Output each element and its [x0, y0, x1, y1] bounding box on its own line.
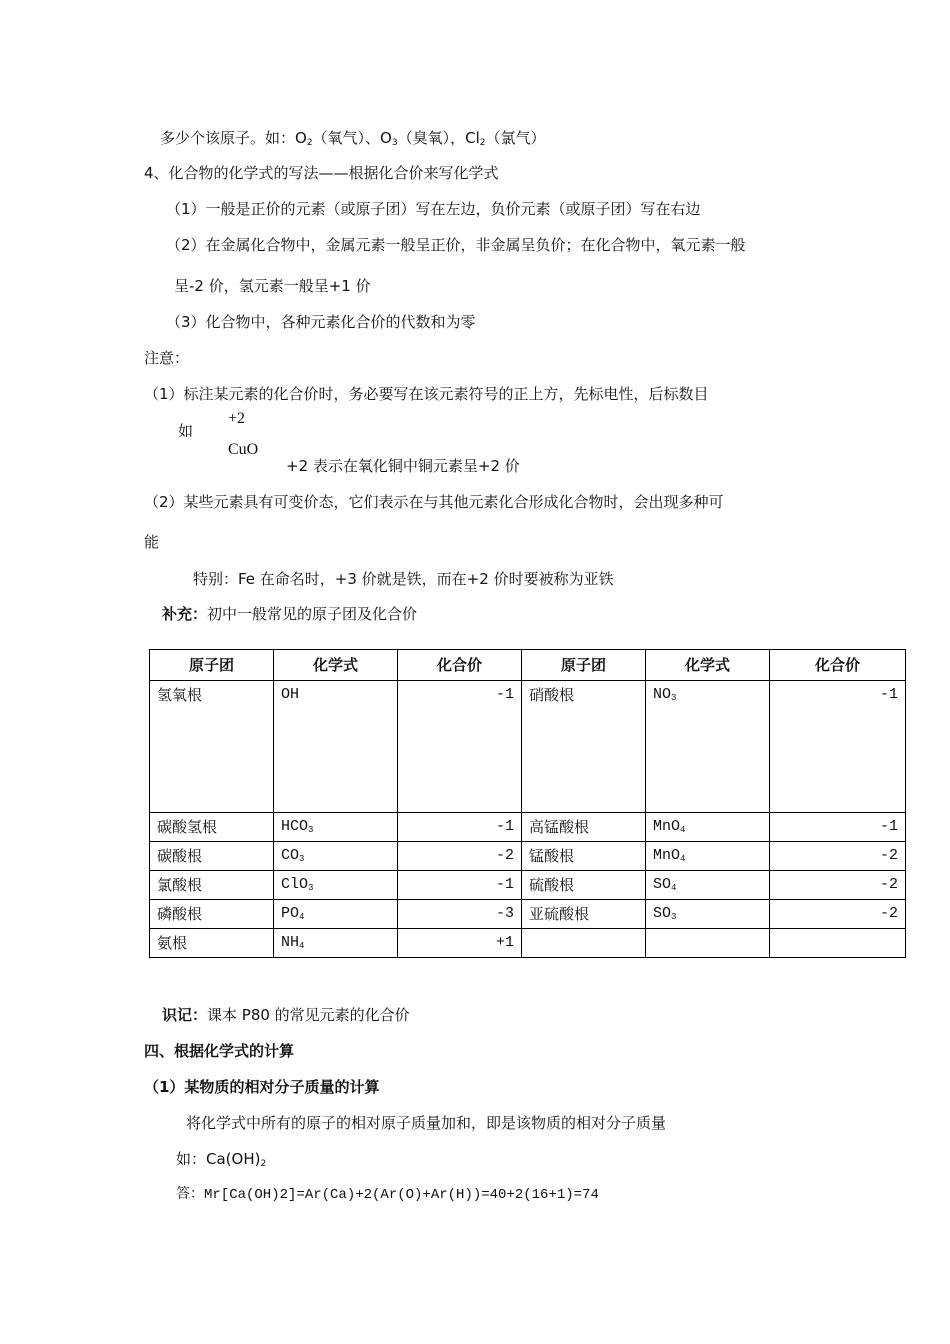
- memo: [162, 1005, 410, 1025]
- radical-name: 硝酸根: [522, 681, 646, 813]
- radical-valence: +1: [398, 929, 522, 958]
- radical-formula: $CO_3$: [274, 842, 398, 871]
- radical-formula: $HCO_3$: [274, 813, 398, 842]
- special-note: 特别：Fe 在命名时，+3 价就是铁，而在+2 价时要被称为亚铁: [193, 570, 614, 588]
- radical-valence: -2: [770, 900, 906, 929]
- rule-2b: 呈-2 价，氢元素一般呈+1 价: [174, 277, 371, 295]
- note-1: （1）标注某元素的化合价时，务必要写在该元素符号的正上方，先标电性，后标数目: [144, 385, 709, 403]
- table-row: [150, 842, 906, 871]
- radical-valence: [770, 929, 906, 958]
- table-row: [150, 929, 906, 958]
- memo-text: 课本 P80 的常见元素的化合价: [207, 1006, 410, 1024]
- rule-3: （3）化合物中，各种元素化合价的代数和为零: [166, 313, 476, 331]
- section-four-title: 四、根据化学式的计算: [144, 1042, 295, 1060]
- header-valence-1: 化合价: [398, 650, 522, 681]
- note-2b: 能: [144, 533, 160, 551]
- header-radical-1: 原子团: [150, 650, 274, 681]
- radical-name: 锰酸根: [522, 842, 646, 871]
- header-radical-2: 原子团: [522, 650, 646, 681]
- table-header-row: [150, 650, 906, 681]
- supplement-label: 补充：: [162, 605, 208, 623]
- example-explanation: +2 表示在氧化铜中铜元素呈+2 价: [286, 457, 520, 475]
- radical-name: 硫酸根: [522, 871, 646, 900]
- rule-2a: （2）在金属化合物中，金属元素一般呈正价，非金属呈负价；在化合物中，氧元素一般: [166, 236, 746, 254]
- radical-formula: OH: [274, 681, 398, 813]
- calc-1-title: （1）某物质的相对分子质量的计算: [144, 1078, 380, 1096]
- radical-formula: ClO$_3$: [274, 871, 398, 900]
- radical-name: 碳酸根: [150, 842, 274, 871]
- table-row: [150, 813, 906, 842]
- header-formula-1: 化学式: [274, 650, 398, 681]
- supplement: [162, 604, 417, 624]
- radical-formula: $SO_3$: [646, 900, 770, 929]
- radical-valence: -2: [770, 842, 906, 871]
- example-formula: CuO: [228, 441, 259, 458]
- radical-valence: -1: [770, 813, 906, 842]
- header-formula-2: 化学式: [646, 650, 770, 681]
- memo-label: 识记：: [162, 1006, 208, 1024]
- radical-formula: $PO_4$: [274, 900, 398, 929]
- radical-formula: $SO_4$: [646, 871, 770, 900]
- calc-example: 如：$Ca(OH)_2$: [176, 1150, 267, 1169]
- radical-valence: -1: [770, 681, 906, 813]
- calc-answer: 答：Mr[Ca(OH)2]=Ar(Ca)+2(Ar(O)+Ar(H))=40+2(16+1)=74: [176, 1187, 599, 1203]
- radical-valence-table: [149, 649, 906, 958]
- supplement-text: 初中一般常见的原子团及化合价: [207, 605, 418, 623]
- rule-1: （1）一般是正价的元素（或原子团）写在左边，负价元素（或原子团）写在右边: [166, 200, 701, 218]
- section-4-title: 4、化合物的化学式的写法——根据化合价来写化学式: [144, 164, 499, 182]
- radical-name: 氯酸根: [150, 871, 274, 900]
- radical-name: 高锰酸根: [522, 813, 646, 842]
- calc-1-description: 将化学式中所有的原子的相对原子质量加和，即是该物质的相对分子质量: [186, 1114, 667, 1132]
- header-valence-2: 化合价: [770, 650, 906, 681]
- radical-formula: $NO_3$: [646, 681, 770, 813]
- table-row: [150, 871, 906, 900]
- radical-name: 氢氧根: [150, 681, 274, 813]
- radical-valence: -1: [398, 813, 522, 842]
- table-row: [150, 681, 906, 813]
- radical-valence: -3: [398, 900, 522, 929]
- line-diatomic-examples: 多少个该原子。如：$O_2$（氧气）、$O_3$（臭氧），$Cl_2$（氯气）: [160, 129, 546, 148]
- radical-formula: MnO$_4$: [646, 842, 770, 871]
- radical-name: 磷酸根: [150, 900, 274, 929]
- radical-formula: MnO$_4$: [646, 813, 770, 842]
- radical-formula: [646, 929, 770, 958]
- radical-name: 氨根: [150, 929, 274, 958]
- table-row: [150, 900, 906, 929]
- example-prefix: 如: [178, 422, 194, 440]
- radical-valence: -2: [398, 842, 522, 871]
- radical-name: [522, 929, 646, 958]
- radical-valence: -1: [398, 871, 522, 900]
- radical-valence: -1: [398, 681, 522, 813]
- radical-formula: $NH_4$: [274, 929, 398, 958]
- example-charge: +2: [228, 410, 246, 427]
- radical-name: 碳酸氢根: [150, 813, 274, 842]
- note-2a: （2）某些元素具有可变价态，它们表示在与其他元素化合形成化合物时，会出现多种可: [144, 493, 724, 511]
- note-label: 注意：: [144, 349, 190, 367]
- radical-name: 亚硫酸根: [522, 900, 646, 929]
- radical-valence: -2: [770, 871, 906, 900]
